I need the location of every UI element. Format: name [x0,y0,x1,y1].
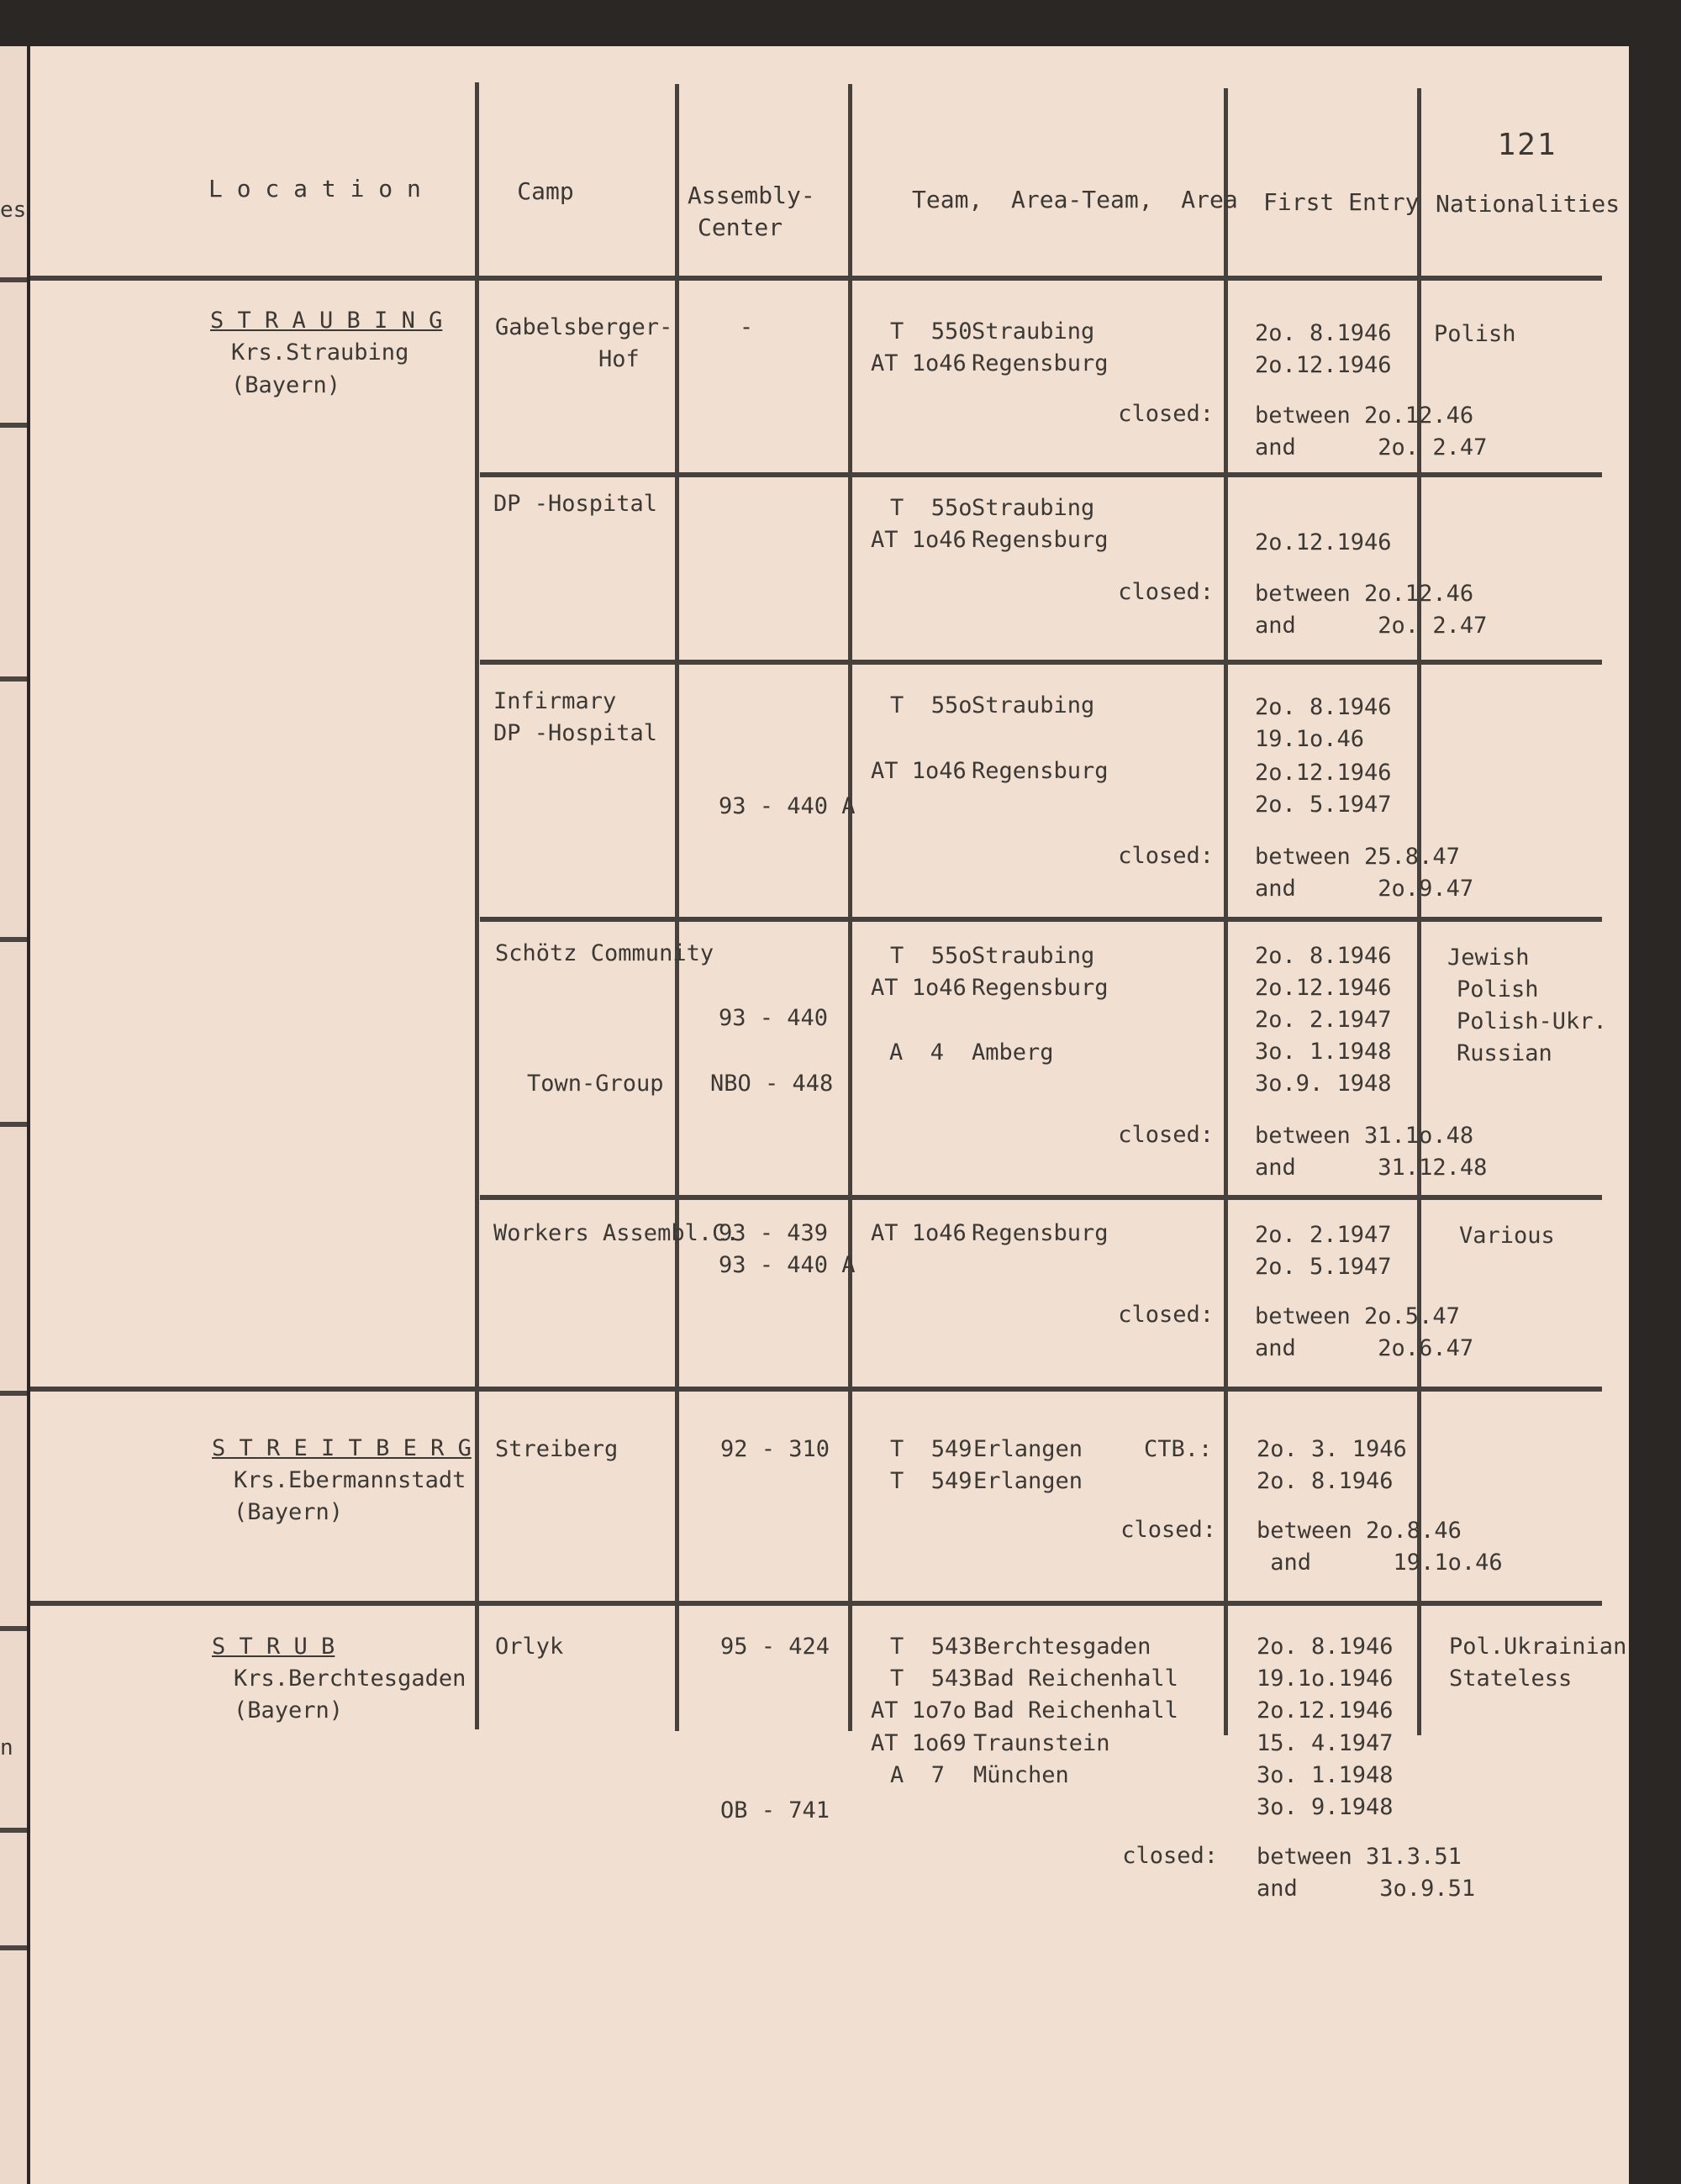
team-code: T 543 [890,1634,972,1660]
camp-name: Gabelsberger- [495,314,673,340]
assembly-center: 93 - 440 A [719,793,856,819]
team-code: AT 1o46 [871,350,967,376]
first-entry-date: 19.1o.46 [1255,726,1365,752]
nationality: Russian [1457,1040,1552,1066]
closed-date: between 2o.12.46 [1255,581,1474,607]
closed-label: closed: [1122,1843,1218,1869]
team-place: Regensburg [972,527,1109,553]
column-rule [1417,88,1421,1735]
row-rule [30,1387,1602,1392]
team-place: München [973,1762,1069,1788]
team-code: AT 1o46 [871,1220,967,1246]
first-entry-date: 2o. 8.1946 [1257,1468,1394,1494]
team-code: A 4 [889,1039,945,1066]
first-entry-date: 2o.12.1946 [1255,352,1392,378]
team-place: Bad Reichenhall [973,1666,1178,1692]
closed-label: closed: [1118,1122,1214,1148]
nationality: Polish-Ukr. [1457,1008,1607,1034]
row-rule [30,1601,1602,1606]
first-entry-date: 2o.12.1946 [1257,1697,1394,1724]
closed-date: and 3o.9.51 [1257,1876,1476,1902]
first-entry-date: 2o. 5.1947 [1255,1254,1392,1280]
row-rule [480,917,1602,922]
nationality: Jewish [1447,945,1530,971]
previous-page-text: es [0,197,27,223]
nationality: Pol.Ukrainian [1449,1634,1627,1660]
first-entry-date: 2o.12.1946 [1255,529,1392,555]
assembly-center: 95 - 424 [720,1634,830,1660]
team-code: AT 1o7o [871,1697,967,1724]
closed-label: closed: [1118,843,1214,869]
team-code: T 549 [890,1436,972,1462]
column-rule [475,82,479,1729]
closed-label: closed: [1118,1302,1214,1328]
team-place: Traunstein [973,1730,1110,1756]
nationality: Polish [1457,976,1539,1003]
row-rule [480,1195,1602,1200]
camp-name: DP -Hospital [493,491,658,517]
location-district: Krs.Berchtesgaden [234,1666,466,1692]
team-place: Regensburg [972,350,1109,376]
camp-name: Orlyk [495,1634,564,1660]
row-rule [480,472,1602,477]
document-page [30,46,1629,2184]
team-place: Regensburg [972,1220,1109,1246]
closed-label: closed: [1118,579,1214,605]
camp-name: Workers Assembl.C. [493,1220,740,1246]
column-rule [848,84,852,1731]
team-place: Bad Reichenhall [973,1697,1178,1724]
camp-name: DP -Hospital [493,720,658,746]
previous-page-text: n [0,1735,13,1760]
header-assembly-center: Center [698,213,783,241]
closed-date: and 31.12.48 [1255,1155,1488,1181]
team-code: T 549 [890,1468,972,1494]
header-assembly-center: Assembly- [688,182,815,209]
closed-date: between 2o.5.47 [1255,1303,1460,1329]
header-team: Team, Area-Team, Area [912,186,1238,213]
team-code: T 55o [890,495,972,521]
nationality: Stateless [1449,1666,1573,1692]
page-number: 121 [1497,128,1557,162]
team-code: AT 1o46 [871,975,967,1001]
nationality: Various [1459,1223,1555,1249]
team-place: Berchtesgaden [973,1634,1151,1660]
camp-name: Streiberg [495,1436,619,1462]
location-district: Krs.Straubing [231,339,409,366]
first-entry-date: 2o.12.1946 [1255,760,1392,786]
assembly-center: OB - 741 [720,1797,830,1824]
closed-date: between 25.8.47 [1255,844,1460,870]
team-place: Regensburg [972,758,1109,784]
first-entry-date: 2o. 2.1947 [1255,1222,1392,1248]
team-place: Amberg [972,1039,1054,1066]
team-code: AT 1o69 [871,1730,967,1756]
closed-date: and 2o. 2.47 [1255,434,1488,460]
team-code: AT 1o46 [871,527,967,553]
assembly-center: 93 - 440 [719,1005,829,1031]
header-first-entry: First Entry [1263,188,1420,216]
team-place: Erlangen [973,1436,1083,1462]
first-entry-date: 3o.9. 1948 [1255,1071,1392,1097]
team-place: Regensburg [972,975,1109,1001]
location-state: (Bayern) [234,1499,344,1525]
closed-label: closed: [1120,1517,1216,1543]
team-code: T 55o [890,943,972,969]
first-entry-date: 2o. 8.1946 [1255,694,1392,720]
location-district: Krs.Ebermannstadt [234,1467,466,1493]
first-entry-date: 2o. 8.1946 [1255,320,1392,346]
first-entry-date: 2o. 2.1947 [1255,1007,1392,1033]
assembly-center: NBO - 448 [710,1071,834,1097]
first-entry-date: 19.1o.1946 [1257,1666,1394,1692]
closed-date: between 31.3.51 [1257,1844,1462,1870]
closed-date: and 19.1o.46 [1257,1550,1503,1576]
first-entry-date: 3o. 1.1948 [1257,1762,1394,1788]
closed-date: between 2o.8.46 [1257,1518,1462,1544]
location-name: S T R E I T B E R G [212,1435,472,1461]
first-entry-date: 15. 4.1947 [1257,1730,1394,1756]
first-entry-date: 2o. 8.1946 [1257,1634,1394,1660]
closed-date: between 31.1o.48 [1255,1123,1474,1149]
closed-date: between 2o.12.46 [1255,403,1474,429]
team-code: T 55o [890,692,972,718]
assembly-center: 93 - 439 [719,1220,829,1246]
row-rule [480,660,1602,665]
team-code: A 7 [890,1762,946,1788]
location-name: S T R A U B I N G [210,308,443,334]
header-location: L o c a t i o n [208,175,421,203]
location-name: S T R U B [212,1634,335,1660]
first-entry-date: 2o.12.1946 [1255,975,1392,1001]
closed-label: closed: [1118,401,1214,427]
camp-name: Town-Group [527,1071,664,1097]
assembly-center: 93 - 440 A [719,1252,856,1278]
closed-date: and 2o.9.47 [1255,876,1474,902]
previous-page-edge [0,46,27,2184]
first-entry-date: 3o. 1.1948 [1255,1039,1392,1065]
team-place: Straubing [972,943,1095,969]
team-place: Straubing [972,692,1095,718]
closed-date: and 2o.6.47 [1255,1335,1474,1361]
header-rule [30,276,1602,281]
closed-date: and 2o. 2.47 [1255,613,1488,639]
team-place: Erlangen [973,1468,1083,1494]
team-code: T 543 [890,1666,972,1692]
team-place: Straubing [972,318,1095,345]
header-nationalities: Nationalities [1436,190,1620,218]
first-entry-date: 2o. 8.1946 [1255,943,1392,969]
assembly-center: 92 - 310 [720,1436,830,1462]
header-camp: Camp [517,177,574,205]
team-place: Straubing [972,495,1095,521]
camp-name: Hof [598,346,640,372]
location-state: (Bayern) [234,1697,344,1724]
location-state: (Bayern) [231,372,341,398]
nationality: Polish [1434,321,1516,347]
team-code: T 550 [890,318,972,345]
first-entry-date: 2o. 5.1947 [1255,792,1392,818]
column-rule [675,84,679,1731]
ctb-label: CTB.: [1144,1436,1213,1462]
camp-name: Schötz Community [495,940,714,966]
assembly-center: - [739,314,754,340]
first-entry-date: 2o. 3. 1946 [1257,1436,1407,1462]
team-code: AT 1o46 [871,758,967,784]
camp-name: Infirmary [493,688,617,714]
first-entry-date: 3o. 9.1948 [1257,1794,1394,1820]
column-rule [1224,88,1228,1735]
